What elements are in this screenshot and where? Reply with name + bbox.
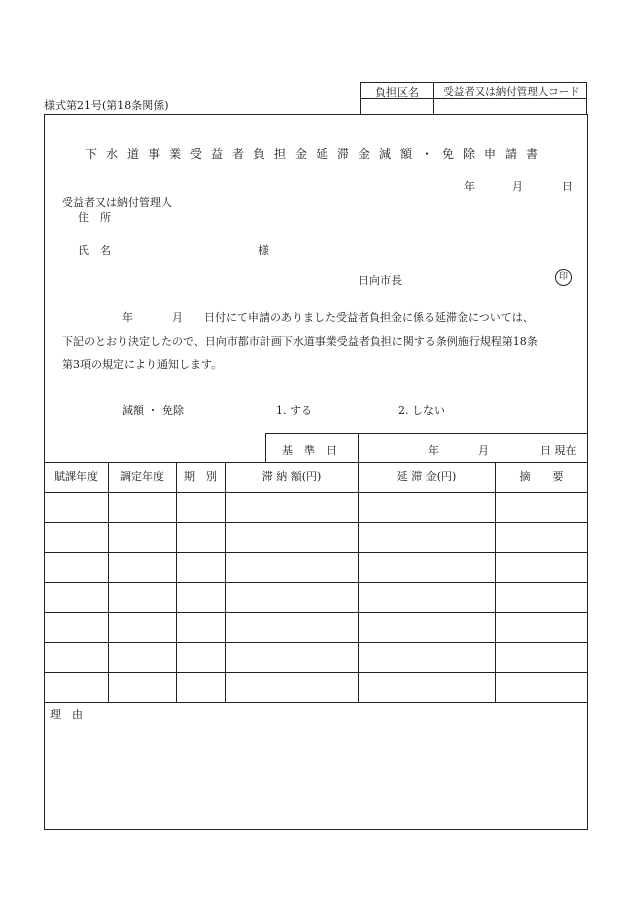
date-month: 月 [512, 180, 523, 193]
header-arrears-amount: 滞 納 額(円) [261, 470, 322, 483]
base-date-label: 基 準 日 [282, 444, 337, 457]
code-box [360, 82, 587, 114]
table-col-line [176, 462, 177, 702]
reason-label: 理 由 [50, 708, 83, 721]
base-date-month: 月 [478, 444, 489, 457]
table-col-line [225, 462, 226, 702]
decision-option-yes: 1. する [276, 404, 312, 417]
table-col-line [108, 462, 109, 702]
header-levy-year: 賦課年度 [54, 470, 98, 483]
date-day: 日 [562, 180, 573, 193]
form-number: 様式第21号(第18条関係) [44, 99, 169, 112]
table-row-line [44, 552, 588, 553]
table-row-line [44, 612, 588, 613]
header-period: 期 別 [184, 470, 217, 483]
base-date-day-now: 日 現在 [540, 444, 577, 457]
table-row-line [44, 582, 588, 583]
base-date-year: 年 [428, 444, 439, 457]
base-date-mid-line [358, 433, 359, 462]
header-assessment-year: 調定年度 [120, 470, 164, 483]
date-year: 年 [464, 180, 475, 193]
table-bottom-line [44, 702, 588, 703]
code-box-divider [433, 83, 434, 114]
body-line2: 下記のとおり決定したので、日向市都市計画下水道事業受益者負担に関する条例施行規程第18条 [62, 335, 538, 348]
table-top-line [44, 462, 588, 463]
table-row-line [44, 522, 588, 523]
decision-option-no: 2. しない [398, 404, 445, 417]
name-label: 氏 名 [78, 244, 111, 257]
payer-code-label: 受益者又は納付管理人コード [443, 86, 580, 98]
body-month: 月 [172, 311, 183, 324]
address-label: 住 所 [78, 211, 111, 224]
table-col-line [358, 462, 359, 702]
header-late-fee: 延 滞 金(円) [396, 470, 457, 483]
body-line1: 日付にて申請のありました受益者負担金に係る延滞金については、 [204, 311, 534, 324]
table-row-line [44, 642, 588, 643]
body-line3: 第3項の規定により通知します。 [62, 358, 223, 371]
base-date-top-line [265, 433, 588, 434]
body-year: 年 [122, 311, 133, 324]
applicant-label: 受益者又は納付管理人 [62, 196, 172, 209]
seal-mark: 印 [555, 269, 572, 286]
form-title: 下水道事業受益者負担金延滞金減額・免除申請書 [84, 147, 547, 161]
table-col-line [495, 462, 496, 702]
mayor-title: 日向市長 [358, 274, 402, 287]
honorific: 様 [258, 244, 269, 257]
table-row-line [44, 672, 588, 673]
district-name-label: 負担区名 [375, 86, 419, 99]
table-header-bottom-line [44, 492, 588, 493]
decision-label: 減額 ・ 免除 [122, 404, 184, 417]
header-remarks: 摘 要 [519, 470, 564, 483]
base-date-left-line [265, 433, 266, 462]
